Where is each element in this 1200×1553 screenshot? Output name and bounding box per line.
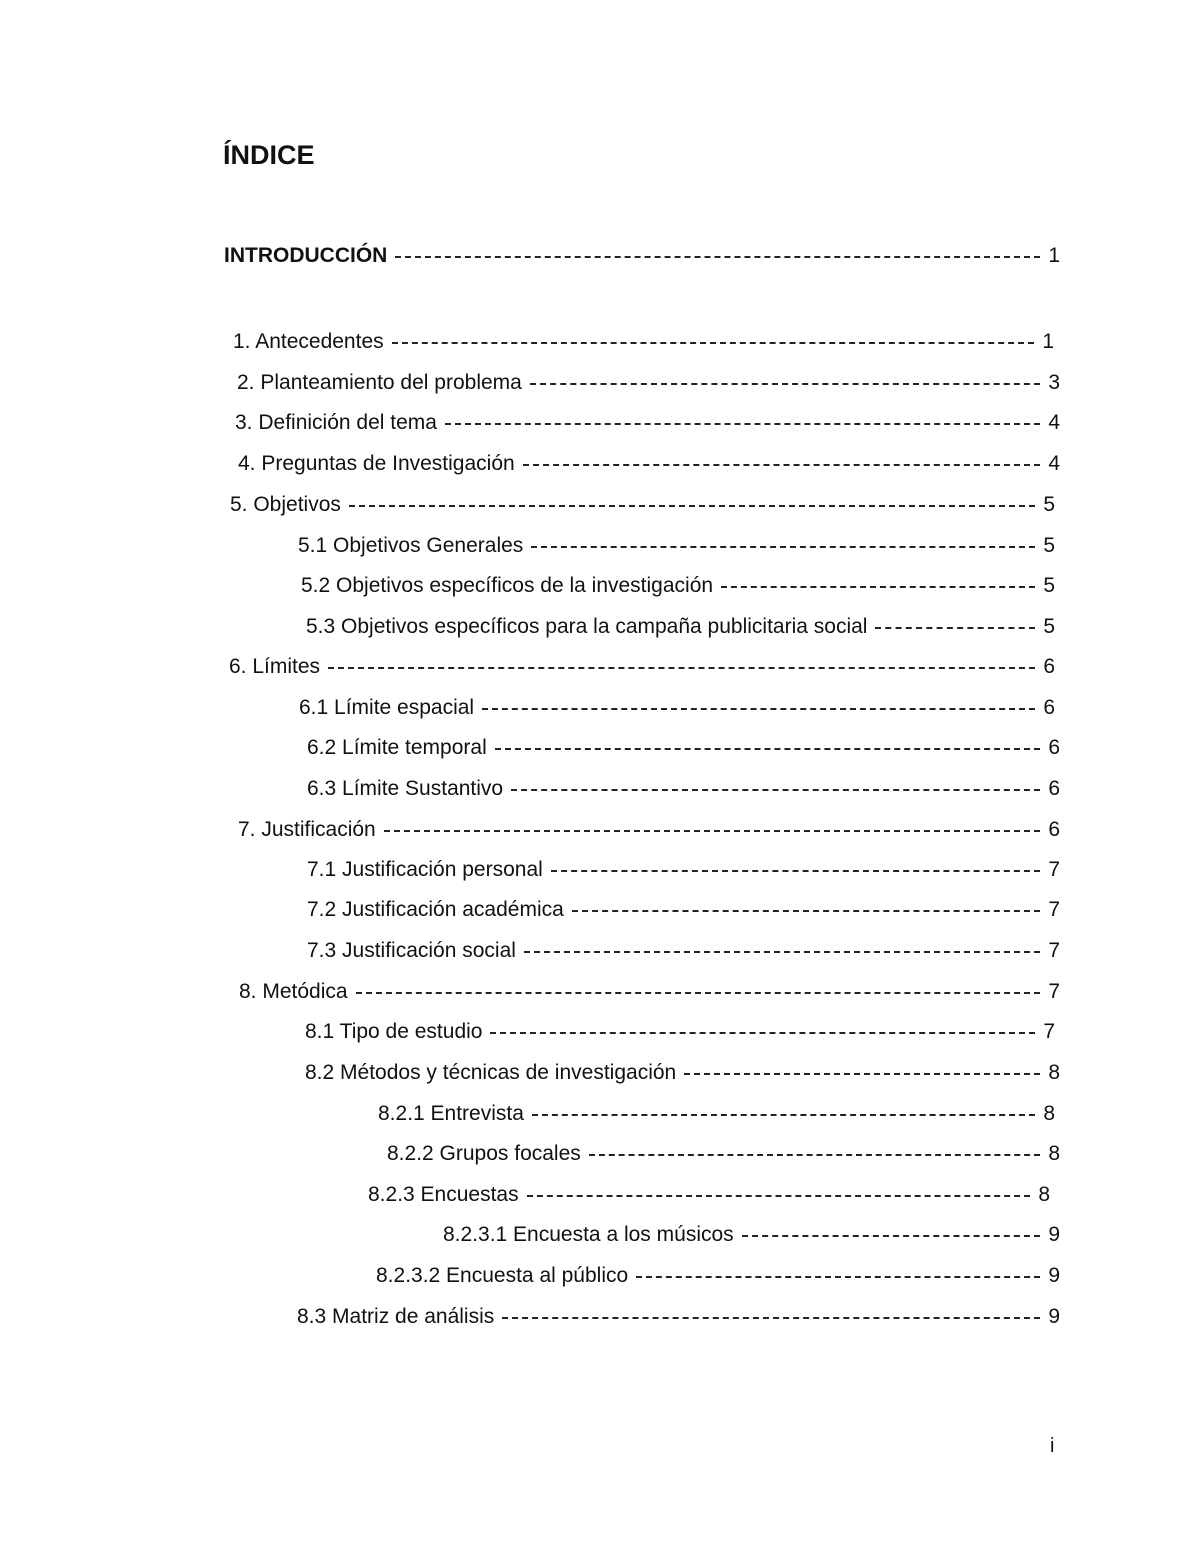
toc-entry-label: 8.1 Tipo de estudio bbox=[305, 1020, 483, 1043]
toc-entry-page: 6 bbox=[1048, 736, 1060, 759]
toc-entry-label: 8.2.3.2 Encuesta al público bbox=[376, 1264, 629, 1287]
toc-entry-page: 9 bbox=[1048, 1264, 1060, 1287]
toc-entry-justificacion-social[interactable] bbox=[307, 936, 1060, 966]
toc-entry-page: 9 bbox=[1048, 1223, 1060, 1246]
toc-entry-page: 5 bbox=[1043, 615, 1055, 638]
toc-leader bbox=[490, 1032, 1035, 1034]
toc-entry-encuesta-musicos[interactable] bbox=[443, 1220, 1060, 1250]
toc-entry-planteamiento[interactable] bbox=[237, 368, 1060, 398]
toc-entry-limite-temporal[interactable] bbox=[307, 733, 1060, 763]
toc-entry-label: 6.2 Límite temporal bbox=[307, 736, 487, 759]
toc-leader bbox=[524, 951, 1040, 953]
toc-entry-objetivos-generales[interactable] bbox=[298, 531, 1055, 561]
toc-leader bbox=[445, 423, 1040, 425]
toc-entry-limite-espacial[interactable] bbox=[299, 693, 1055, 723]
toc-entry-page: 4 bbox=[1048, 411, 1060, 434]
toc-entry-label: 5.3 Objetivos específicos para la campaña publicitaria social bbox=[306, 615, 868, 638]
toc-leader bbox=[328, 667, 1035, 669]
toc-entry-page: 5 bbox=[1043, 574, 1055, 597]
toc-leader bbox=[502, 1317, 1040, 1319]
toc-entry-page: 6 bbox=[1043, 655, 1055, 678]
toc-entry-page: 6 bbox=[1043, 696, 1055, 719]
toc-entry-label: 7.1 Justificación personal bbox=[307, 858, 543, 881]
toc-entry-matriz-analisis[interactable] bbox=[297, 1302, 1060, 1332]
toc-entry-page: 7 bbox=[1048, 939, 1060, 962]
toc-leader bbox=[392, 342, 1035, 344]
toc-entry-page: 6 bbox=[1048, 777, 1060, 800]
toc-leader bbox=[384, 830, 1041, 832]
toc-entry-justificacion[interactable] bbox=[238, 815, 1060, 845]
toc-entry-label: 6.1 Límite espacial bbox=[299, 696, 475, 719]
toc-entry-label: 1. Antecedentes bbox=[233, 330, 384, 353]
toc-entry-limite-sustantivo[interactable] bbox=[307, 774, 1060, 804]
toc-entry-page: 7 bbox=[1048, 980, 1060, 1003]
toc-entry-definicion[interactable] bbox=[235, 408, 1060, 438]
toc-entry-antecedentes[interactable] bbox=[233, 327, 1054, 357]
toc-entry-page: 9 bbox=[1048, 1305, 1060, 1328]
toc-entry-page: 1 bbox=[1042, 330, 1054, 353]
toc-leader bbox=[395, 256, 1040, 258]
toc-entry-page: 3 bbox=[1048, 371, 1060, 394]
toc-entry-label: 7.2 Justificación académica bbox=[307, 898, 564, 921]
toc-entry-page: 1 bbox=[1048, 244, 1060, 267]
toc-leader bbox=[527, 1195, 1031, 1197]
toc-entry-label: 8.2.1 Entrevista bbox=[378, 1102, 524, 1125]
toc-entry-label: 2. Planteamiento del problema bbox=[237, 371, 522, 394]
toc-entry-label: 5. Objetivos bbox=[230, 493, 341, 516]
toc-leader bbox=[523, 464, 1041, 466]
toc-entry-introduccion[interactable] bbox=[224, 241, 1060, 271]
toc-entry-label: 8.3 Matriz de análisis bbox=[297, 1305, 495, 1328]
toc-leader bbox=[742, 1235, 1041, 1237]
toc-entry-page: 6 bbox=[1048, 818, 1060, 841]
toc-entry-page: 8 bbox=[1043, 1102, 1055, 1125]
toc-entry-label: 4. Preguntas de Investigación bbox=[238, 452, 515, 475]
toc-leader bbox=[530, 383, 1040, 385]
toc-entry-objetivos-investigacion[interactable] bbox=[301, 571, 1055, 601]
toc-entry-justificacion-academica[interactable] bbox=[307, 895, 1060, 925]
toc-entry-label: 7.3 Justificación social bbox=[307, 939, 516, 962]
toc-entry-page: 8 bbox=[1038, 1183, 1050, 1206]
toc-entry-page: 7 bbox=[1043, 1020, 1055, 1043]
toc-entry-grupos-focales[interactable] bbox=[387, 1139, 1060, 1169]
toc-entry-page: 7 bbox=[1048, 898, 1060, 921]
toc-leader bbox=[875, 627, 1035, 629]
toc-leader bbox=[684, 1073, 1040, 1075]
toc-entry-page: 7 bbox=[1048, 858, 1060, 881]
toc-entry-metodica[interactable] bbox=[239, 977, 1060, 1007]
toc-entry-label: 5.2 Objetivos específicos de la investigación bbox=[301, 574, 714, 597]
toc-entry-label: 6.3 Límite Sustantivo bbox=[307, 777, 504, 800]
toc-leader bbox=[532, 1114, 1035, 1116]
toc-entry-page: 4 bbox=[1048, 452, 1060, 475]
toc-entry-page: 5 bbox=[1043, 493, 1055, 516]
toc-entry-label: 8.2 Métodos y técnicas de investigación bbox=[305, 1061, 677, 1084]
toc-entry-label: 6. Límites bbox=[229, 655, 321, 678]
toc-entry-metodos-tecnicas[interactable] bbox=[305, 1058, 1060, 1088]
toc-entry-label: 5.1 Objetivos Generales bbox=[298, 534, 524, 557]
toc-leader bbox=[572, 910, 1041, 912]
toc-entry-page: 8 bbox=[1048, 1142, 1060, 1165]
toc-leader bbox=[531, 546, 1035, 548]
toc-entry-tipo-estudio[interactable] bbox=[305, 1017, 1055, 1047]
toc-leader bbox=[636, 1276, 1040, 1278]
toc-entry-entrevista[interactable] bbox=[378, 1099, 1055, 1129]
toc-entry-label: INTRODUCCIÓN bbox=[224, 244, 388, 267]
toc-entry-justificacion-personal[interactable] bbox=[307, 855, 1060, 885]
toc-entry-label: 3. Definición del tema bbox=[235, 411, 437, 434]
toc-leader bbox=[482, 708, 1035, 710]
toc-leader bbox=[495, 748, 1041, 750]
toc-leader bbox=[349, 505, 1035, 507]
toc-leader bbox=[589, 1154, 1041, 1156]
toc-entry-objetivos[interactable] bbox=[230, 490, 1055, 520]
toc-leader bbox=[721, 586, 1035, 588]
toc-entry-label: 8.2.3.1 Encuesta a los músicos bbox=[443, 1223, 734, 1246]
toc-entry-label: 8. Metódica bbox=[239, 980, 348, 1003]
toc-leader bbox=[511, 789, 1040, 791]
toc-entry-page: 8 bbox=[1048, 1061, 1060, 1084]
toc-leader bbox=[551, 870, 1041, 872]
toc-entry-limites[interactable] bbox=[229, 652, 1055, 682]
page-number: i bbox=[1050, 1435, 1055, 1457]
toc-entry-label: 7. Justificación bbox=[238, 818, 376, 841]
toc-entry-encuestas[interactable] bbox=[368, 1180, 1050, 1210]
toc-leader bbox=[356, 992, 1041, 994]
page-title: ÍNDICE bbox=[223, 140, 315, 170]
toc-entry-encuesta-publico[interactable] bbox=[376, 1261, 1060, 1291]
toc-entry-label: 8.2.2 Grupos focales bbox=[387, 1142, 581, 1165]
toc-entry-label: 8.2.3 Encuestas bbox=[368, 1183, 519, 1206]
toc-entry-preguntas[interactable] bbox=[238, 449, 1060, 479]
toc-entry-page: 5 bbox=[1043, 534, 1055, 557]
toc-entry-objetivos-campana[interactable] bbox=[306, 612, 1055, 642]
